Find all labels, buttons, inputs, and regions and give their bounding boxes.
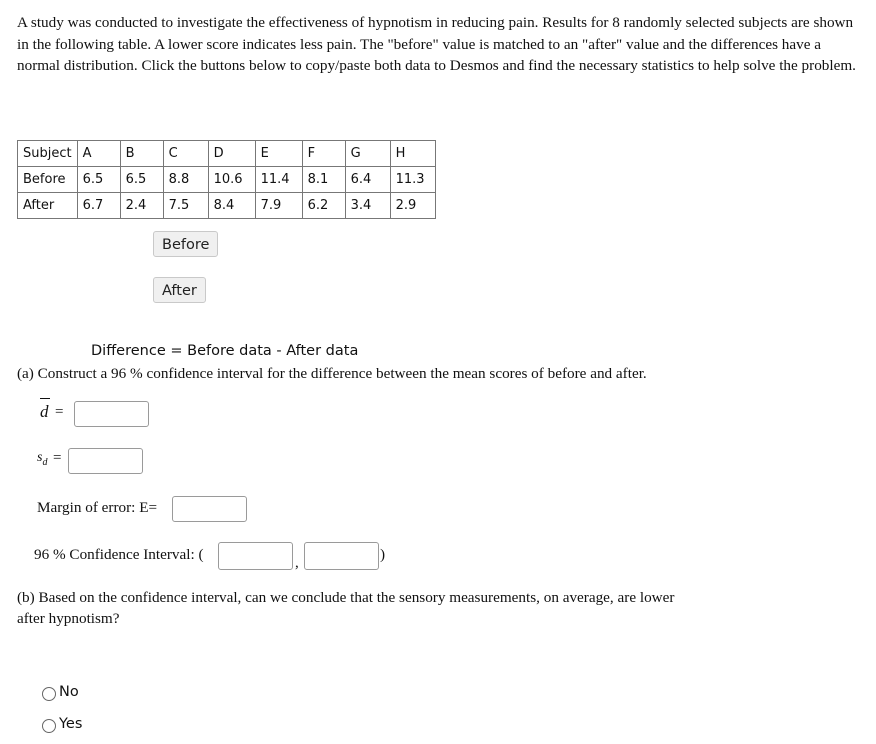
table-cell: Subject bbox=[18, 141, 78, 167]
radio-no[interactable] bbox=[42, 687, 56, 701]
dbar-equals: = bbox=[55, 404, 64, 420]
margin-of-error-label: Margin of error: E= bbox=[37, 499, 158, 516]
table-cell: C bbox=[163, 141, 208, 167]
part-a-question: (a) Construct a 96 % confidence interval for the difference between the mean scores of before and after. bbox=[17, 365, 647, 382]
table-cell: 11.3 bbox=[390, 167, 435, 193]
sd-subscript: d bbox=[42, 456, 48, 468]
part-b-question-cont: after hypnotism? bbox=[17, 610, 120, 627]
table-cell: 2.9 bbox=[390, 193, 435, 219]
radio-yes-label: Yes bbox=[59, 716, 83, 732]
table-cell: 7.5 bbox=[163, 193, 208, 219]
table-cell: 7.9 bbox=[255, 193, 302, 219]
table-cell: B bbox=[120, 141, 163, 167]
table-cell: D bbox=[208, 141, 255, 167]
radio-no-label: No bbox=[59, 684, 79, 700]
dbar-input[interactable] bbox=[74, 401, 149, 427]
dbar-letter: d bbox=[40, 402, 49, 421]
table-cell: 6.7 bbox=[77, 193, 120, 219]
table-cell: 2.4 bbox=[120, 193, 163, 219]
table-cell: 6.5 bbox=[120, 167, 163, 193]
table-cell: 8.4 bbox=[208, 193, 255, 219]
table-row bbox=[18, 193, 436, 219]
difference-note: Difference = Before data - After data bbox=[91, 343, 359, 359]
table-cell: 3.4 bbox=[345, 193, 390, 219]
table-cell: F bbox=[302, 141, 345, 167]
copy-after-button[interactable]: After bbox=[153, 277, 206, 303]
table-cell: A bbox=[77, 141, 120, 167]
copy-before-button[interactable]: Before bbox=[153, 231, 218, 257]
table-cell: E bbox=[255, 141, 302, 167]
ci-close-paren: ) bbox=[380, 546, 386, 563]
sd-letter: s bbox=[37, 450, 43, 465]
margin-of-error-input[interactable] bbox=[172, 496, 247, 522]
table-cell: 6.4 bbox=[345, 167, 390, 193]
problem-intro: A study was conducted to investigate the effectiveness of hypnotism in reducing pain. Results for 8 randomly selected subjects are shown in the following table. A lower score indicates less pain. The "before" value is matched to an "after" value and the differences have a normal distribution. Click the buttons below to copy/paste both data to Desmos and find the necessary statistics to help solve the problem. bbox=[17, 14, 856, 74]
sd-input[interactable] bbox=[68, 448, 143, 474]
table-cell: 8.8 bbox=[163, 167, 208, 193]
sd-symbol bbox=[37, 450, 47, 468]
ci-label: 96 % Confidence Interval: ( bbox=[34, 546, 204, 563]
dbar-symbol bbox=[40, 402, 49, 422]
table-cell: After bbox=[18, 193, 78, 219]
ci-comma: , bbox=[295, 555, 299, 571]
radio-yes[interactable] bbox=[42, 719, 56, 733]
sd-equals: = bbox=[53, 450, 62, 466]
table-row bbox=[18, 167, 436, 193]
ci-upper-input[interactable] bbox=[304, 542, 379, 570]
ci-lower-input[interactable] bbox=[218, 542, 293, 570]
table-row bbox=[18, 141, 436, 167]
table-cell: G bbox=[345, 141, 390, 167]
table-cell: 8.1 bbox=[302, 167, 345, 193]
table-cell: 11.4 bbox=[255, 167, 302, 193]
table-cell: 6.5 bbox=[77, 167, 120, 193]
table-cell: 6.2 bbox=[302, 193, 345, 219]
data-table bbox=[17, 140, 436, 219]
part-b-question: (b) Based on the confidence interval, can we conclude that the sensory measurements, on average, are lower bbox=[17, 589, 675, 606]
table-cell: 10.6 bbox=[208, 167, 255, 193]
overbar bbox=[40, 398, 50, 399]
table-cell: H bbox=[390, 141, 435, 167]
table-cell: Before bbox=[18, 167, 78, 193]
